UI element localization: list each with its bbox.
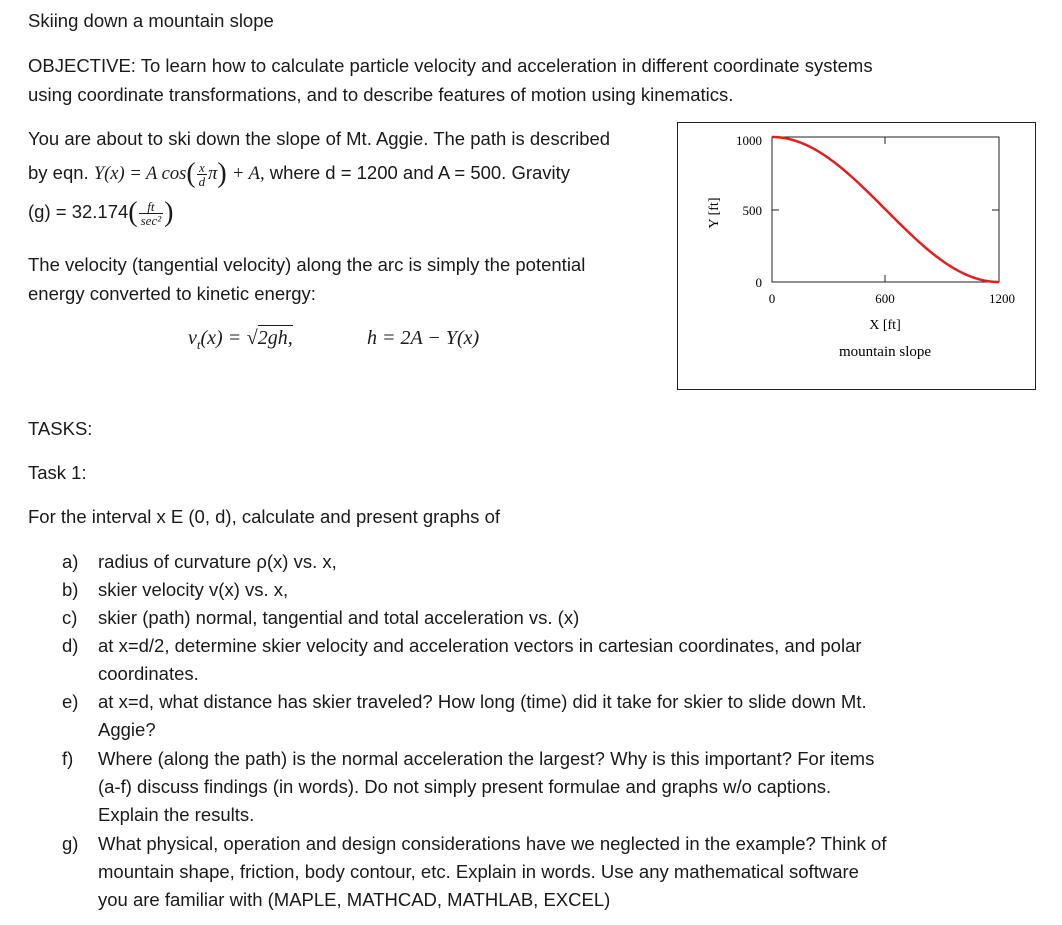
y-tick-label-0: 0: [755, 275, 762, 290]
velocity-line-1: The velocity (tangential velocity) along the arc is simply the potential: [28, 254, 586, 275]
gravity-units: $\frac{ft}{\text{sec²}}$: [140, 198, 162, 228]
y-axis-label: Y [ft]: [707, 197, 722, 229]
intro-line-2: by eqn. Y(x) = A cos( $\frac{x}{d}$ π) + A, where d = 1200 and A = 500. Gravity: [28, 158, 571, 190]
mountain-slope-chart: [678, 123, 1034, 388]
y-tick-label-500: 500: [742, 203, 762, 218]
x-tick-label-600: 600: [875, 291, 895, 306]
slope-curve: [772, 137, 999, 282]
objective-line-2: using coordinate transformations, and to describe features of motion using kinematics.: [28, 84, 734, 105]
intro-line-1: You are about to ski down the slope of Mt. Aggie. The path is described: [28, 128, 611, 149]
y-tick-label-1000: 1000: [736, 133, 762, 148]
pi-symbol: π: [208, 164, 218, 184]
intro-line-2-prefix: by eqn.: [28, 162, 89, 183]
path-equation-rhs: + A,: [231, 164, 265, 184]
intro-line-2-suffix: where d = 1200 and A = 500. Gravity: [269, 162, 571, 183]
objective-line-1: OBJECTIVE: To learn how to calculate particle velocity and acceleration in different coordinate systems: [28, 55, 873, 76]
velocity-line-2: energy converted to kinetic energy:: [28, 283, 316, 304]
task1-intro: For the interval x E (0, d), calculate and present graphs of: [28, 506, 500, 527]
height-equation: h = 2A − Y(x): [367, 327, 480, 349]
velocity-equation: $v_t(x) = √2gh$,: [188, 327, 293, 352]
path-equation-lhs: Y(x) = A cos: [93, 164, 187, 184]
mountain-slope-figure: [677, 122, 1036, 390]
figure-caption: mountain slope: [838, 344, 932, 360]
path-equation-fraction: $\frac{x}{d}$: [198, 159, 206, 189]
gravity-line: (g) = 32.174( $\frac{ft}{\text{sec²}}$ ): [28, 197, 174, 229]
sqrt-2gh: 2gh,: [257, 327, 293, 349]
x-axis-label: X [ft]: [869, 318, 901, 333]
x-tick-label-1200: 1200: [989, 291, 1015, 306]
x-tick-label-0: 0: [768, 291, 776, 306]
gravity-value: (g) = 32.174: [28, 201, 129, 222]
tasks-heading: TASKS:: [28, 418, 93, 439]
document-title: Skiing down a mountain slope: [28, 10, 274, 31]
task1-heading: Task 1:: [28, 462, 87, 483]
